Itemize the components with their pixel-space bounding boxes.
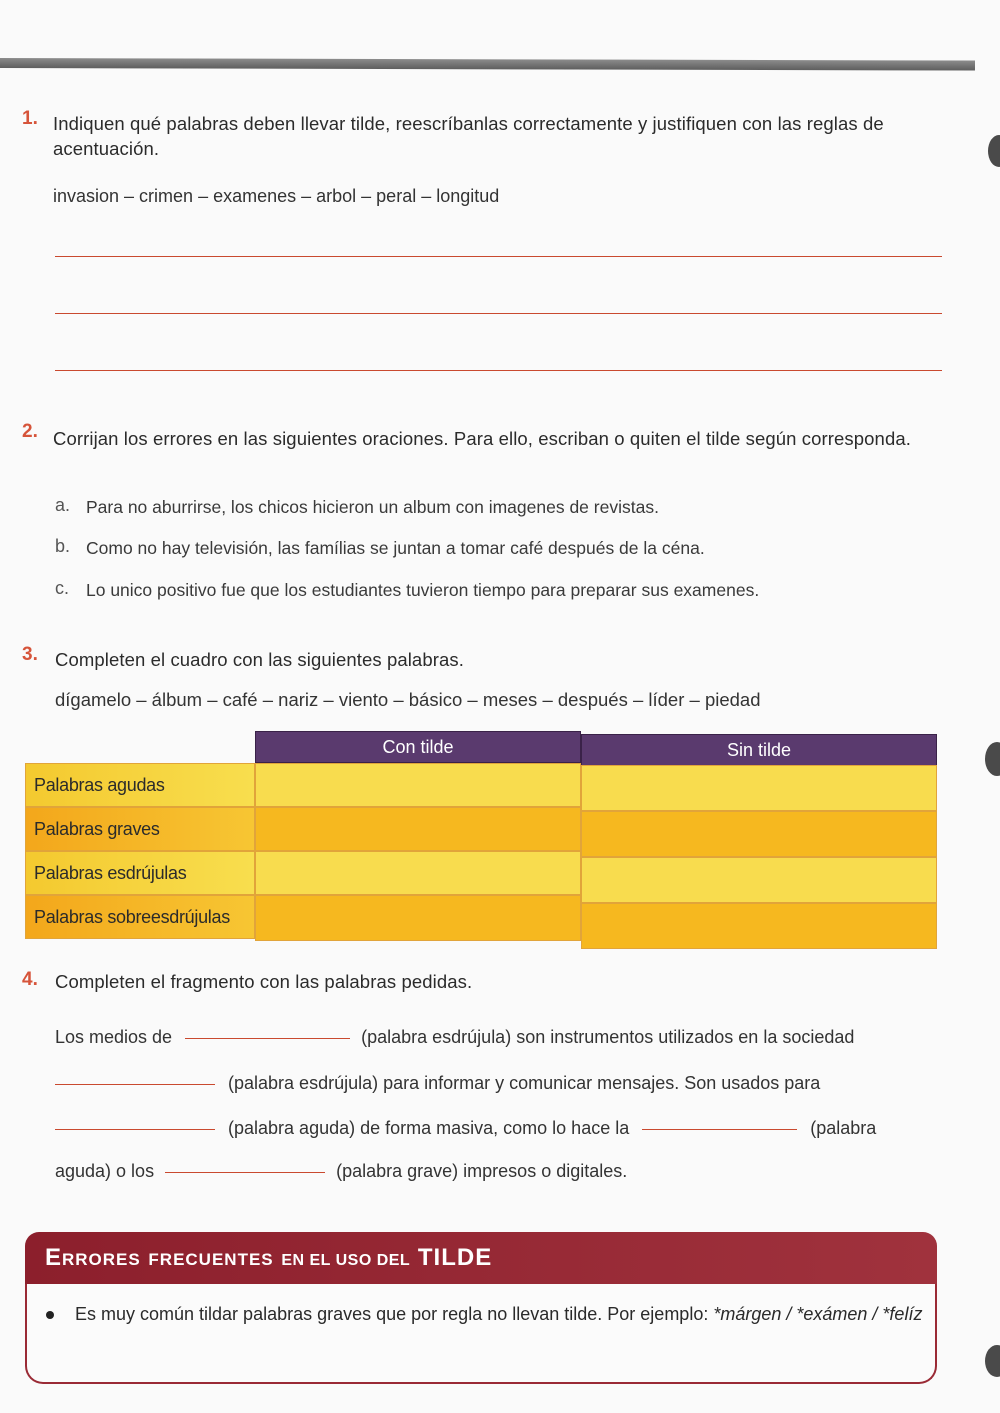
q4-line-4 (55, 1161, 945, 1182)
q1-answer-line-2[interactable] (55, 313, 942, 314)
table-header-con-tilde: Con tilde (255, 731, 581, 763)
errores-title-small: EN EL USO DEL (281, 1252, 411, 1269)
q4-line-1 (55, 1027, 945, 1048)
q1-instruction: Indiquen qué palabras deben llevar tilde, reescríbanlas correctamente y justifiquen con las reglas de acentuación. (53, 113, 884, 159)
table-cell-sobreesdrujulas-sin[interactable] (581, 903, 937, 949)
q4-blank-4[interactable] (642, 1129, 797, 1130)
q3-table (25, 731, 937, 948)
q1-answer-line-1[interactable] (55, 256, 942, 257)
q4-line3-mid: (palabra aguda) de forma masiva, como lo hace la (228, 1118, 630, 1138)
binder-hole-top (988, 135, 1000, 167)
q1-number: 1. (22, 108, 38, 129)
errores-body (25, 1284, 937, 1384)
q4-line3-end: (palabra (810, 1118, 877, 1138)
errores-title-main: Errores frecuentes (45, 1244, 274, 1271)
q4-blank-2[interactable] (55, 1084, 215, 1085)
table-cell-agudas-sin[interactable] (581, 765, 937, 811)
q4-blank-3[interactable] (55, 1129, 215, 1130)
q2-item-c-text: Lo unico positivo fue que los estudiantes tuvieron tiempo para preparar sus examenes. (86, 580, 760, 600)
q4-blank-5[interactable] (165, 1172, 325, 1173)
q2-instruction: Corrijan los errores en las siguientes oraciones. Para ello, escriban o quiten el tilde según corresponda. (53, 428, 911, 449)
table-row-label-agudas: Palabras agudas (25, 763, 255, 807)
table-row-label-esdrujulas: Palabras esdrújulas (25, 851, 255, 895)
table-cell-graves-con[interactable] (255, 807, 581, 851)
q4-line1-start: Los medios de (55, 1027, 173, 1047)
q3-instruction: Completen el cuadro con las siguientes palabras. (55, 649, 464, 670)
q1-answer-line-3[interactable] (55, 370, 942, 371)
binder-hole-bottom (985, 1345, 1000, 1377)
q3-number: 3. (22, 644, 38, 665)
q4-line-3 (55, 1118, 945, 1139)
table-row-label-sobreesdrujulas: Palabras sobreesdrújulas (25, 895, 255, 939)
q2-number: 2. (22, 421, 38, 442)
table-cell-sobreesdrujulas-con[interactable] (255, 895, 581, 941)
q4-line4-end: (palabra grave) impresos o digitales. (336, 1161, 628, 1181)
q2-item-b-letter: b. (55, 536, 71, 556)
q2-item-a-text: Para no aburrirse, los chicos hicieron un album con imagenes de revistas. (86, 497, 659, 517)
q2-item-b-text: Como no hay televisión, las famílias se juntan a tomar café después de la céna. (86, 538, 705, 558)
q4-line1-end: (palabra esdrújula) son instrumentos utilizados en la sociedad (361, 1027, 855, 1047)
q4-instruction: Completen el fragmento con las palabras pedidas. (55, 971, 473, 992)
q3-word-list: dígamelo – álbum – café – nariz – viento – básico – meses – después – líder – piedad (55, 689, 761, 710)
q2-item-a-letter: a. (55, 495, 71, 515)
errores-text-examples: *márgen / *exámen / *felíz (713, 1304, 923, 1324)
errores-text (75, 1300, 925, 1328)
q4-blank-1[interactable] (185, 1038, 350, 1039)
binder-hole-middle (985, 742, 1000, 776)
table-cell-esdrujulas-con[interactable] (255, 851, 581, 895)
errores-bullet (46, 1311, 54, 1319)
table-row-label-graves: Palabras graves (25, 807, 255, 851)
table-cell-esdrujulas-sin[interactable] (581, 857, 937, 903)
q4-line4-start: aguda) o los (55, 1161, 155, 1181)
table-header-sin-tilde: Sin tilde (581, 734, 937, 766)
q4-line-2 (55, 1073, 945, 1094)
top-rule (0, 58, 975, 71)
q4-number: 4. (22, 969, 38, 990)
errores-title (45, 1244, 492, 1272)
q1-word-list: invasion – crimen – examenes – arbol – peral – longitud (53, 186, 500, 206)
errores-title-tilde: TILDE (417, 1244, 493, 1271)
q2-item-c-letter: c. (55, 578, 70, 598)
q4-line2-end: (palabra esdrújula) para informar y comunicar mensajes. Son usados para (228, 1073, 821, 1093)
table-cell-agudas-con[interactable] (255, 763, 581, 807)
errores-text-plain: Es muy común tildar palabras graves que por regla no llevan tilde. Por ejemplo: (75, 1304, 714, 1324)
table-cell-graves-sin[interactable] (581, 811, 937, 857)
